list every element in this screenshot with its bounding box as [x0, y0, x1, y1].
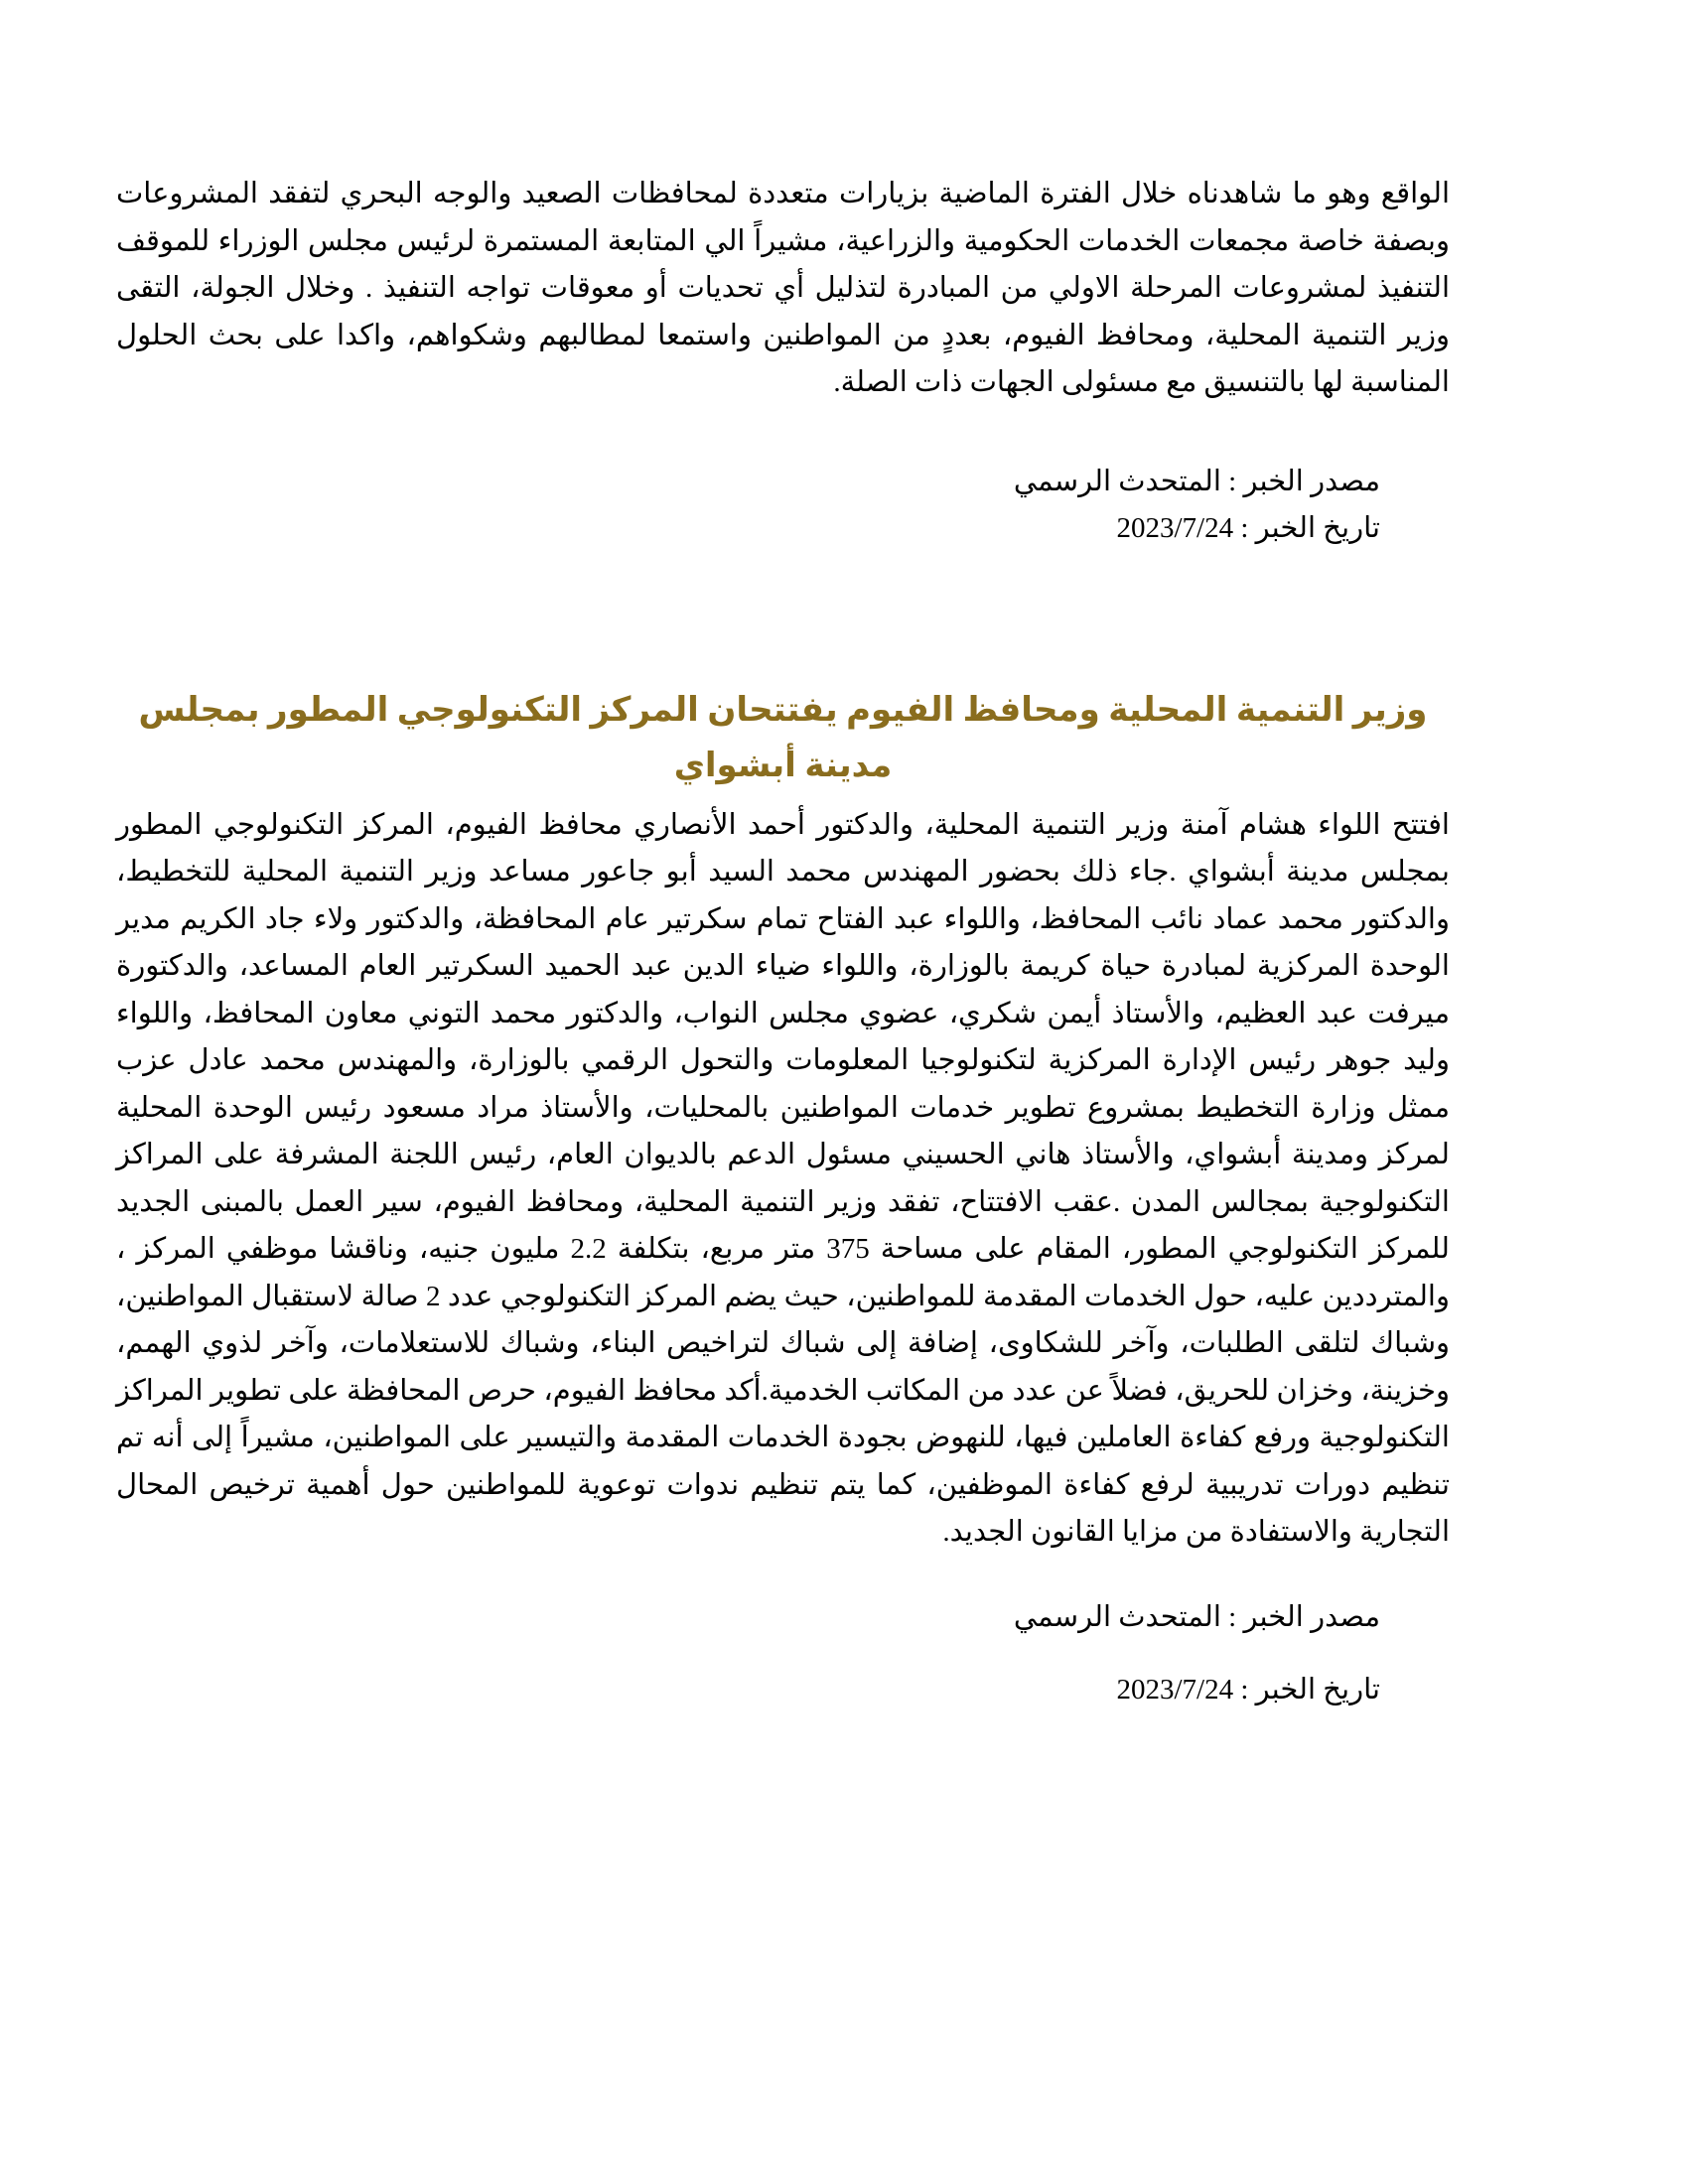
main-article-section: [116, 683, 1450, 1714]
main-article-meta: [116, 1594, 1450, 1714]
previous-article-meta: [116, 459, 1450, 553]
news-source-line: مصدر الخبر : المتحدث الرسمي: [1013, 1600, 1380, 1633]
news-date-line: تاريخ الخبر : 2023/7/24: [1116, 512, 1380, 544]
news-date-line: تاريخ الخبر : 2023/7/24: [1116, 1674, 1380, 1706]
news-source-line: مصدر الخبر : المتحدث الرسمي: [1013, 465, 1380, 497]
previous-article-section: [116, 171, 1450, 553]
article-headline: وزير التنمية المحلية ومحافظ الفيوم يفتتحان المركز التكنولوجي المطور بمجلس مدينة أبشواي: [138, 691, 1428, 784]
text-column: [116, 0, 1450, 1714]
main-article-body: افتتح اللواء هشام آمنة وزير التنمية المحلية، والدكتور أحمد الأنصاري محافظ الفيوم، المركز التكنولوجي المطور بمجلس مدينة أبشواي .جاء ذلك بحضور المهندس محمد السيد أبو جاعور مساعد وزير التنمية المحلية للتخطيط، والدكتور محمد عماد نائب المحافظ، واللواء عبد الفتاح تمام سكرتير عام المحافظة، والدكتور ولاء جاد الكريم مدير الوحدة المركزية لمبادرة حياة كريمة بالوزارة، واللواء ضياء الدين عبد الحميد السكرتير العام المساعد، والدكتورة ميرفت عبد العظيم، والأستاذ أيمن شكري، عضوي مجلس النواب، والدكتور محمد التوني معاون المحافظ، واللواء وليد جوهر رئيس الإدارة المركزية لتكنولوجيا المعلومات والتحول الرقمي بالوزارة، والمهندس محمد عادل عزب ممثل وزارة التخطيط بمشروع تطوير خدمات المواطنين بالمحليات، والأستاذ مراد مسعود رئيس الوحدة المحلية لمركز ومدينة أبشواي، والأستاذ هاني الحسيني مسئول الدعم بالديوان العام، رئيس اللجنة المشرفة على المراكز التكنولوجية بمجالس المدن .عقب الافتتاح، تفقد وزير التنمية المحلية، ومحافظ الفيوم، سير العمل بالمبنى الجديد للمركز التكنولوجي المطور، المقام على مساحة 375 متر مربع، بتكلفة 2.2 مليون جنيه، وناقشا موظفي المركز ، والمترددين عليه، حول الخدمات المقدمة للمواطنين، حيث يضم المركز التكنولوجي عدد 2 صالة لاستقبال المواطنين، وشباك لتلقى الطلبات، وآخر للشكاوى، إضافة إلى شباك لتراخيص البناء، وشباك للاستعلامات، وآخر لذوي الهمم، وخزينة، وخزان للحريق، فضلاً عن عدد من المكاتب الخدمية.أكد محافظ الفيوم، حرص المحافظة على تطوير المراكز التكنولوجية ورفع كفاءة العاملين فيها، للنهوض بجودة الخدمات المقدمة والتيسير على المواطنين، مشيراً إلى أنه تم تنظيم دورات تدريبية لرفع كفاءة الموظفين، كما يتم تنظيم ندوات توعوية للمواطنين حول أهمية ترخيص المحال التجارية والاستفادة من مزايا القانون الجديد.: [116, 808, 1450, 1548]
previous-article-body: الواقع وهو ما شاهدناه خلال الفترة الماضية بزيارات متعددة لمحافظات الصعيد والوجه البحري لتفقد المشروعات وبصفة خاصة مجمعات الخدمات الحكومية والزراعية، مشيراً الي المتابعة المستمرة لرئيس مجلس الوزراء للموقف التنفيذ لمشروعات المرحلة الاولي من المبادرة لتذليل أي تحديات أو معوقات تواجه التنفيذ . وخلال الجولة، التقى وزير التنمية المحلية، ومحافظ الفيوم، بعددٍ من المواطنين واستمعا لمطالبهم وشكواهم، واكدا على بحث الحلول المناسبة لها بالتنسيق مع مسئولى الجهات ذات الصلة.: [116, 178, 1450, 398]
